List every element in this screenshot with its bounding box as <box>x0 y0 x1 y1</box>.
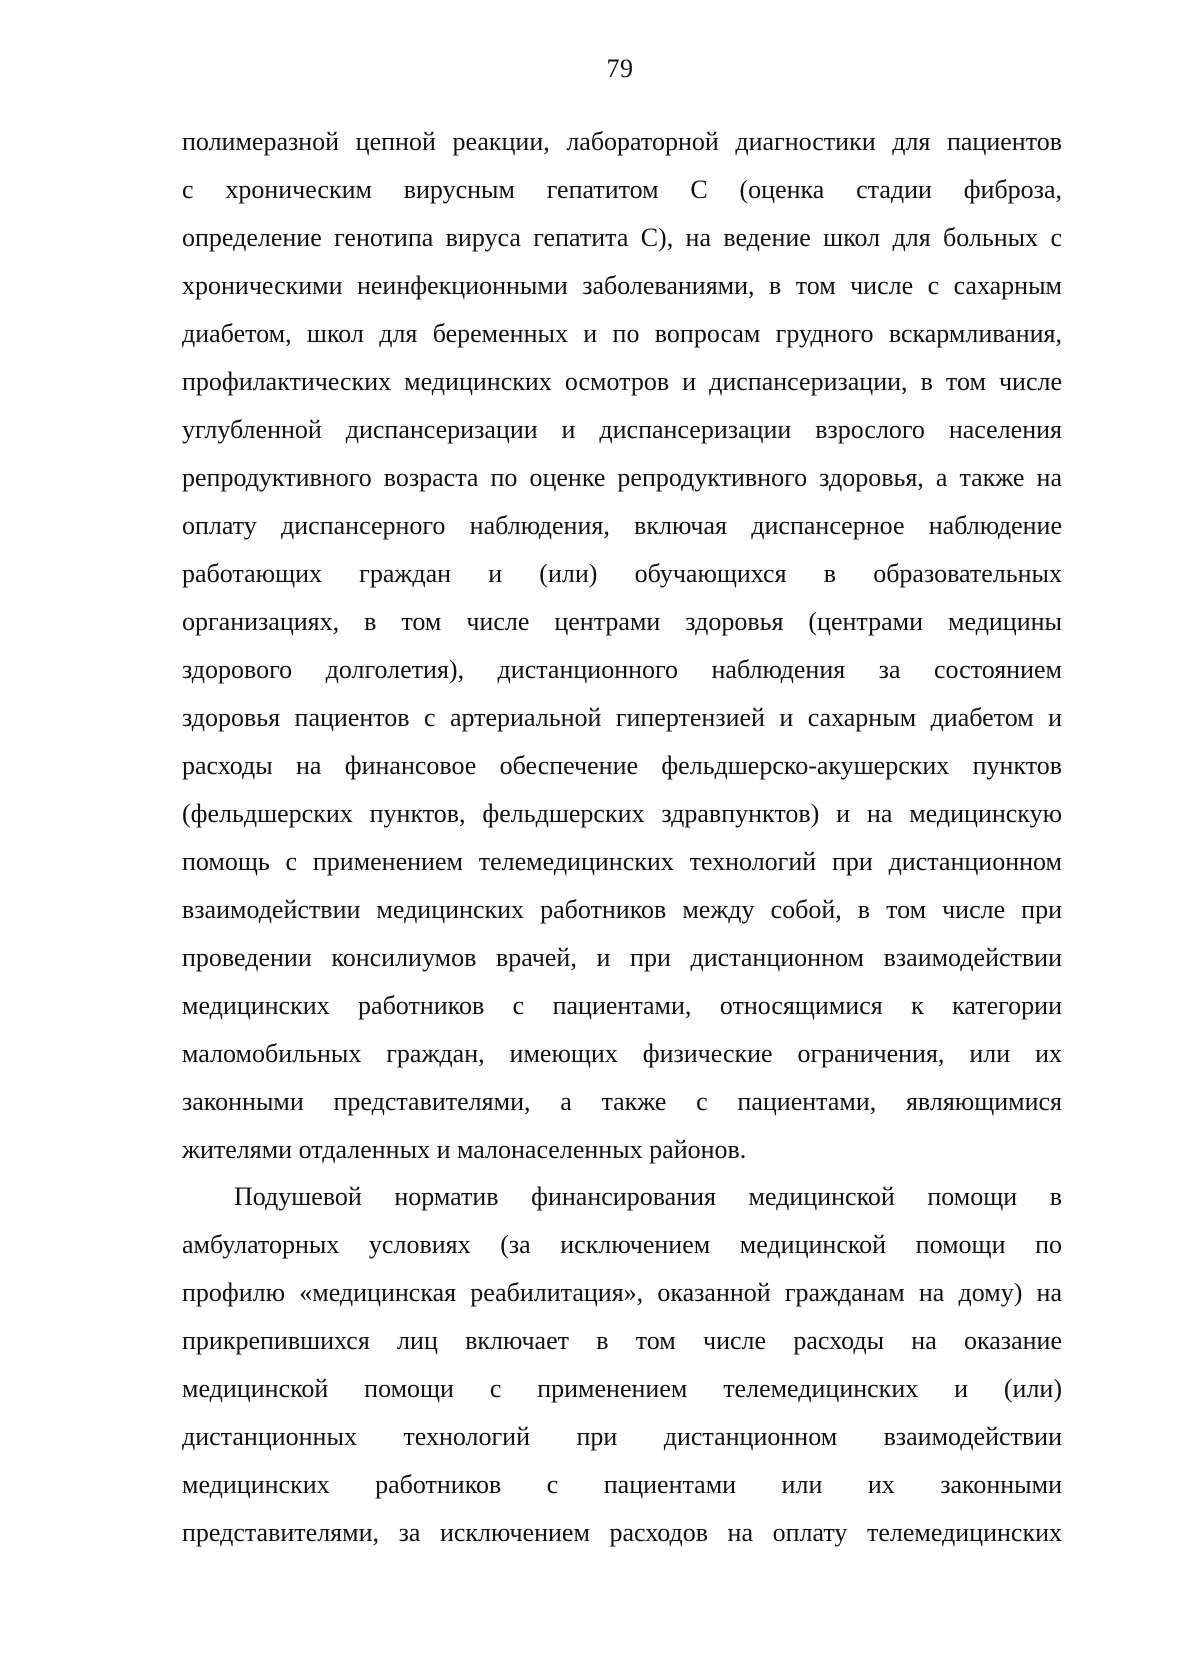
paragraph-1 <box>182 118 1062 1174</box>
text-line: углубленной диспансеризации и диспансеризации взрослого населения <box>182 415 1062 444</box>
text-line: расходы на финансовое обеспечение фельдшерско-акушерских пунктов <box>182 751 1062 780</box>
page-number: 79 <box>606 54 634 83</box>
text-line: оплату диспансерного наблюдения, включая диспансерное наблюдение <box>182 511 1062 540</box>
text-line: прикрепившихся лиц включает в том числе расходы на оказание <box>182 1326 1062 1355</box>
text-line: профилю «медицинская реабилитация», оказанной гражданам на дому) на <box>182 1278 1062 1307</box>
text-line: определение генотипа вируса гепатита С), на ведение школ для больных с <box>182 223 1062 252</box>
text-line: медицинских работников с пациентами или их законными <box>182 1470 1062 1499</box>
text-line: представителями, за исключением расходов на оплату телемедицинских <box>182 1518 1062 1547</box>
text-line: медицинских работников с пациентами, относящимися к категории <box>182 991 1062 1020</box>
text-line: жителями отдаленных и малонаселенных районов. <box>182 1135 747 1164</box>
text-line: профилактических медицинских осмотров и диспансеризации, в том числе <box>182 367 1062 396</box>
text-line: законными представителями, а также с пациентами, являющимися <box>182 1087 1062 1116</box>
paragraph-2 <box>182 1173 1062 1557</box>
text-line: Подушевой норматив финансирования медицинской помощи в <box>234 1182 1062 1211</box>
text-line: здорового долголетия), дистанционного наблюдения за состоянием <box>182 655 1062 684</box>
text-line: диабетом, школ для беременных и по вопросам грудного вскармливания, <box>182 319 1062 348</box>
text-line: (фельдшерских пунктов, фельдшерских здравпунктов) и на медицинскую <box>182 799 1062 828</box>
text-line: работающих граждан и (или) обучающихся в образовательных <box>182 559 1062 588</box>
text-line: помощь с применением телемедицинских технологий при дистанционном <box>182 847 1062 876</box>
text-line: с хроническим вирусным гепатитом С (оценка стадии фиброза, <box>182 175 1062 204</box>
text-line: амбулаторных условиях (за исключением медицинской помощи по <box>182 1230 1062 1259</box>
text-line: полимеразной цепной реакции, лабораторной диагностики для пациентов <box>182 127 1062 156</box>
text-line: хроническими неинфекционными заболеваниями, в том числе с сахарным <box>182 271 1062 300</box>
text-line: дистанционных технологий при дистанционном взаимодействии <box>182 1422 1062 1451</box>
text-line: проведении консилиумов врачей, и при дистанционном взаимодействии <box>182 943 1062 972</box>
text-line: взаимодействии медицинских работников между собой, в том числе при <box>182 895 1062 924</box>
text-line: организациях, в том числе центрами здоровья (центрами медицины <box>182 607 1062 636</box>
text-line: здоровья пациентов с артериальной гипертензией и сахарным диабетом и <box>182 703 1062 732</box>
text-line: медицинской помощи с применением телемедицинских и (или) <box>182 1374 1062 1403</box>
text-line: маломобильных граждан, имеющих физические ограничения, или их <box>182 1039 1062 1068</box>
text-line: репродуктивного возраста по оценке репродуктивного здоровья, а также на <box>182 463 1062 492</box>
